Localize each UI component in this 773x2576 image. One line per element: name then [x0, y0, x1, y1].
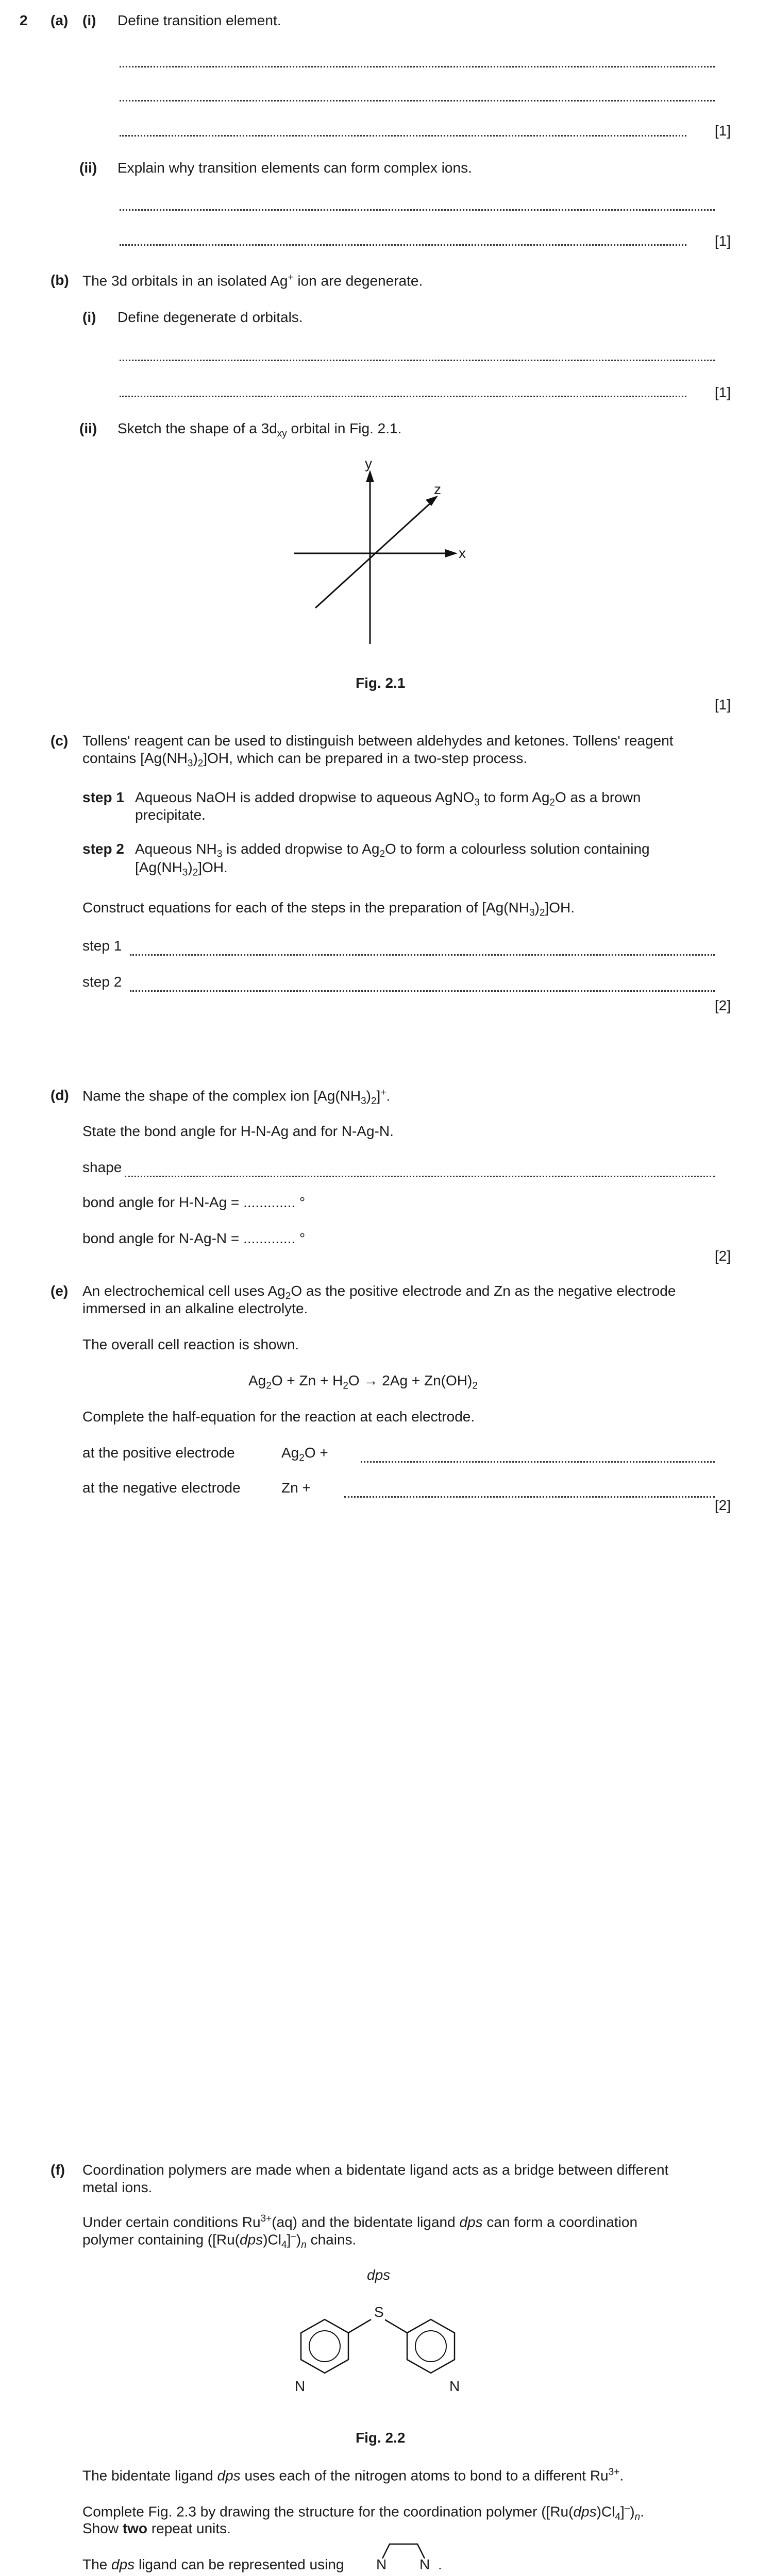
question-number: 2 — [20, 12, 28, 28]
mark-b-ii: [1] — [714, 697, 731, 713]
part-b-intro: The 3d orbitals in an isolated Ag+ ion are degenerate. — [82, 272, 423, 289]
answer-line[interactable] — [344, 1496, 715, 1498]
atom-nitrogen-left: N — [295, 2378, 306, 2394]
part-b-i-label: (i) — [82, 309, 96, 325]
part-c-intro-2: contains $[Ag(NH_3)_2]OH$, which can be prepared in a two-step process. — [82, 750, 528, 769]
part-f-para-2: Under certain conditions $Ru^{3+}(aq)$ and the bidentate ligand dps can form a coordination — [82, 2213, 638, 2230]
answer-line[interactable] — [125, 1176, 715, 1177]
step1-text-2: precipitate. — [135, 807, 206, 823]
part-f-represent: The dps ligand can be represented using — [82, 2556, 344, 2572]
part-b-label: (b) — [51, 272, 69, 288]
molecule-title: dps — [367, 2267, 391, 2283]
part-f-label: (f) — [51, 2162, 65, 2178]
step1-text: Aqueous NaOH is added dropwise to aqueous AgNO$_3$ to form $Ag_2O$ as a brown — [135, 789, 641, 808]
mark-e: [2] — [714, 1497, 731, 1513]
answer-line[interactable] — [130, 954, 715, 956]
part-d-text: Name the shape of the complex ion $[Ag(NH_3)_2]^+$. — [82, 1087, 391, 1107]
answer-line[interactable] — [120, 66, 715, 67]
z-axis — [315, 502, 432, 608]
part-c-intro-1: Tollens' reagent can be used to distinguish between aldehydes and ketones. Tollens' reagent — [82, 733, 674, 749]
part-d-label: (d) — [51, 1087, 69, 1103]
negative-electrode-start: Zn + — [281, 1480, 311, 1496]
negative-electrode-label: at the negative electrode — [82, 1480, 241, 1496]
step1-label: step 1 — [82, 789, 124, 805]
answer-line[interactable] — [120, 360, 715, 361]
step2-label: step 2 — [82, 841, 124, 857]
answer-line[interactable] — [120, 135, 686, 137]
mark-b-i: [1] — [714, 384, 731, 400]
axis-label-y: y — [365, 455, 372, 471]
atom-sulfur: S — [374, 2304, 384, 2320]
part-e-complete: Complete the half-equation for the reaction at each electrode. — [82, 1409, 475, 1425]
part-b-ii-label: (ii) — [79, 420, 97, 436]
answer-step2-label: step 2 — [82, 974, 122, 990]
figure-caption: Fig. 2.2 — [356, 2430, 406, 2446]
ligand-n-left: N — [376, 2556, 387, 2572]
ligand-dot: . — [438, 2556, 442, 2572]
part-f-para-2b: polymer containing $([Ru(dps)Cl_4]^-)_n$ chains. — [82, 2231, 357, 2250]
part-f-show: Show two repeat units. — [82, 2520, 231, 2536]
step2-text: Aqueous $NH_3$ is added dropwise to $Ag_2O$ to form a colourless solution containing — [135, 841, 650, 860]
answer-line[interactable] — [361, 1461, 715, 1463]
mark-c: [2] — [714, 997, 731, 1013]
positive-electrode-start: $Ag_2O$ + — [281, 1445, 328, 1464]
answer-line[interactable] — [120, 244, 686, 246]
answer-step1-label: step 1 — [82, 938, 122, 954]
part-f-text-2: metal ions. — [82, 2179, 153, 2195]
part-f-uses: The bidentate ligand dps uses each of the nitrogen atoms to bond to a different $Ru^{3+}$. — [82, 2467, 624, 2484]
part-c-label: (c) — [51, 733, 69, 749]
mark-d: [2] — [714, 1248, 731, 1264]
part-a-i-text: Define transition element. — [117, 12, 281, 28]
part-b-ii-text: Sketch the shape of a $3d_{xy}$ orbital in Fig. 2.1. — [117, 420, 402, 439]
part-a-i-label: (i) — [82, 12, 96, 28]
ligand-n-right: N — [419, 2556, 430, 2572]
answer-line[interactable] — [120, 209, 715, 211]
overall-equation: $Ag_2O + Zn + H_2O \to 2Ag + Zn(OH)_2$ — [248, 1372, 478, 1392]
axis-label-z: z — [434, 481, 441, 497]
part-e-text-2: immersed in an alkaline electrolyte. — [82, 1300, 308, 1316]
part-e-label: (e) — [51, 1283, 69, 1299]
mark-a-i: [1] — [714, 123, 731, 139]
positive-electrode-label: at the positive electrode — [82, 1445, 235, 1461]
atom-nitrogen-right: N — [449, 2378, 460, 2394]
x-arrow — [445, 549, 458, 557]
axes-figure[interactable] — [0, 443, 773, 649]
mark-a-ii: [1] — [714, 233, 731, 249]
shape-label: shape — [82, 1159, 122, 1175]
part-a-ii-label: (ii) — [79, 160, 97, 176]
part-b-i-text: Define degenerate d orbitals. — [117, 309, 303, 325]
dps-structure — [0, 2287, 773, 2421]
part-d-state: State the bond angle for H-N-Ag and for N-Ag-N. — [82, 1123, 394, 1139]
answer-line[interactable] — [120, 100, 715, 101]
bond-angle-nagn[interactable]: bond angle for N-Ag-N = ............. ° — [82, 1230, 306, 1246]
part-e-overall: The overall cell reaction is shown. — [82, 1336, 299, 1352]
step2-text-2: $[Ag(NH_3)_2]OH$. — [135, 859, 228, 878]
part-e-text-1: An electrochemical cell uses $Ag_2O$ as the positive electrode and Zn as the negative electrode — [82, 1283, 676, 1302]
answer-line[interactable] — [120, 396, 686, 397]
axis-label-x: x — [459, 545, 466, 561]
answer-line[interactable] — [130, 990, 715, 992]
part-f-complete: Complete Fig. 2.3 by drawing the structure for the coordination polymer $([Ru(dps)Cl_4]^-)_n$. — [82, 2503, 644, 2522]
bond-angle-hnag[interactable]: bond angle for H-N-Ag = ............. ° — [82, 1194, 306, 1210]
part-a-ii-text: Explain why transition elements can form complex ions. — [117, 160, 472, 176]
part-c-instruction: Construct equations for each of the steps in the preparation of $[Ag(NH_3)_2]OH$. — [82, 900, 575, 919]
figure-caption: Fig. 2.1 — [356, 675, 406, 691]
part-f-text-1: Coordination polymers are made when a bidentate ligand acts as a bridge between different — [82, 2162, 669, 2178]
part-a-label: (a) — [51, 12, 69, 28]
